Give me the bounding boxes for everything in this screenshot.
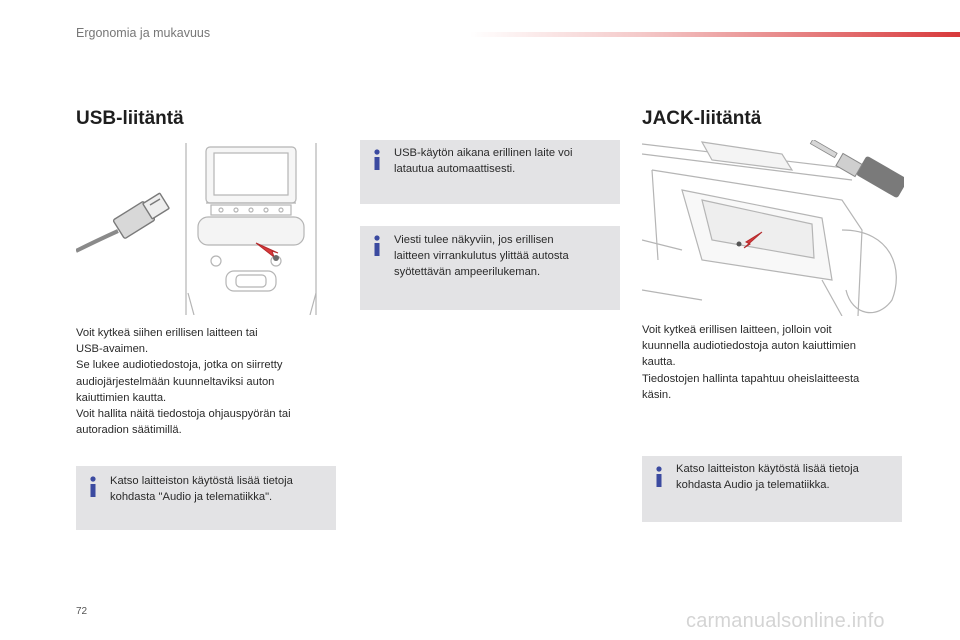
watermark: carmanualsonline.info — [686, 610, 885, 632]
usb-body-line: autoradion säätimillä. — [76, 424, 182, 437]
section-title: Ergonomia ja mukavuus — [76, 26, 211, 40]
info-icon — [372, 235, 382, 257]
usb-body-text — [76, 325, 291, 438]
jack-illustration — [642, 140, 904, 316]
power-warning-note — [360, 226, 620, 310]
usb-body-line: USB-avaimen. — [76, 343, 149, 356]
jack-body-line: Tiedostojen hallinta tapahtuu oheislaitteesta — [642, 372, 860, 385]
jack-body-line: kuunnella audiotiedostoja auton kaiuttimien — [642, 340, 856, 353]
charging-note-line: USB-käytön aikana erillinen laite voi — [394, 147, 573, 159]
charging-note-line: latautua automaattisesti. — [394, 163, 516, 176]
jack-body-line: Voit kytkeä erillisen laitteen, jolloin voit — [642, 324, 832, 336]
jack-body-text — [642, 322, 859, 403]
jack-info-note — [642, 456, 902, 522]
usb-note-line: Katso laitteiston käytöstä lisää tietoja — [110, 475, 293, 487]
usb-heading: USB-liitäntä — [76, 108, 184, 129]
jack-note-line: kohdasta Audio ja telematiikka. — [676, 479, 830, 492]
jack-heading: JACK-liitäntä — [642, 108, 762, 129]
power-note-line: Viesti tulee näkyviin, jos erillisen — [394, 234, 554, 246]
usb-illustration — [76, 143, 328, 315]
usb-cable-icon — [76, 193, 169, 251]
power-note-line: laitteen virrankulutus ylittää autosta — [394, 250, 569, 263]
jack-body-line: käsin. — [642, 388, 672, 401]
info-icon — [88, 476, 98, 498]
jack-plug-icon — [810, 140, 904, 199]
usb-charging-note — [360, 140, 620, 204]
usb-body-line: audiojärjestelmään kuunneltaviksi auton — [76, 375, 275, 388]
usb-body-line: Voit kytkeä siihen erillisen laitteen tai — [76, 327, 258, 339]
header-accent-bar — [470, 32, 960, 37]
dashboard-console-icon — [186, 143, 316, 315]
usb-body-line: Voit hallita näitä tiedostoja ohjauspyörän tai — [76, 408, 291, 421]
info-icon — [372, 149, 382, 171]
jack-note-line: Katso laitteiston käytöstä lisää tietoja — [676, 463, 859, 475]
page-number: 72 — [76, 606, 88, 617]
usb-body-line: kaiuttimien kautta. — [76, 391, 167, 404]
usb-note-line: kohdasta "Audio ja telematiikka". — [110, 491, 273, 504]
usb-info-note — [76, 466, 336, 530]
jack-body-line: kautta. — [642, 356, 676, 369]
usb-body-line: Se lukee audiotiedostoja, jotka on siirretty — [76, 359, 283, 372]
info-icon — [654, 466, 664, 488]
power-note-line: syötettävän ampeerilukeman. — [394, 266, 541, 279]
